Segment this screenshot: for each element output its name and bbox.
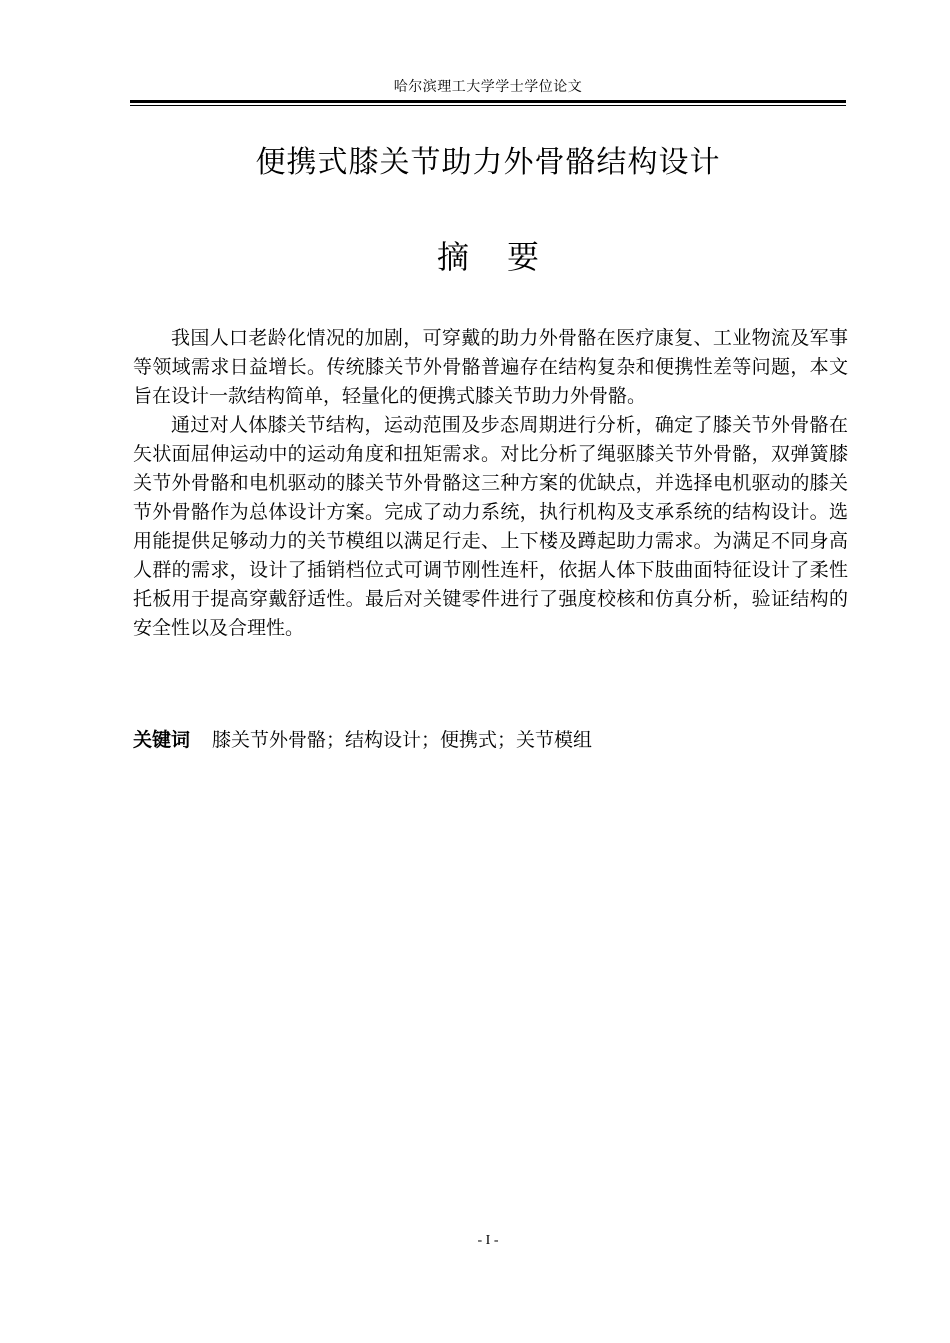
keywords-line bbox=[133, 726, 848, 755]
abstract-body bbox=[133, 324, 848, 643]
keywords-value: 膝关节外骨骼；结构设计；便携式；关节模组 bbox=[212, 729, 593, 751]
keywords-label: 关键词 bbox=[133, 729, 191, 751]
thesis-title: 便携式膝关节助力外骨骼结构设计 bbox=[255, 145, 721, 180]
running-header: 哈尔滨理工大学学士学位论文 bbox=[393, 79, 583, 95]
page-number: - I - bbox=[477, 1233, 499, 1248]
header-rule-thin bbox=[130, 105, 846, 106]
abstract-paragraph-1: 我国人口老龄化情况的加剧，可穿戴的助力外骨骼在医疗康复、工业物流及军事等领域需求日益增长。传统膝关节外骨骼普遍存在结构复杂和便携性差等问题，本文旨在设计一款结构简单，轻量化的便携式膝关节助力外骨骼。 bbox=[133, 327, 848, 407]
abstract-paragraph-2: 通过对人体膝关节结构，运动范围及步态周期进行分析，确定了膝关节外骨骼在矢状面屈伸运动中的运动角度和扭矩需求。对比分析了绳驱膝关节外骨骼，双弹簧膝关节外骨骼和电机驱动的膝关节外骨骼这三种方案的优缺点，并选择电机驱动的膝关节外骨骼作为总体设计方案。完成了动力系统，执行机构及支承系统的结构设计。选用能提供足够动力的关节模组以满足行走、上下楼及蹲起助力需求。为满足不同身高人群的需求，设计了插销档位式可调节刚性连杆，依据人体下肢曲面特征设计了柔性托板用于提高穿戴舒适性。最后对关键零件进行了强度校核和仿真分析，验证结构的安全性以及合理性。 bbox=[133, 414, 848, 639]
abstract-heading: 摘要 bbox=[436, 238, 577, 276]
header-rule bbox=[130, 100, 846, 103]
